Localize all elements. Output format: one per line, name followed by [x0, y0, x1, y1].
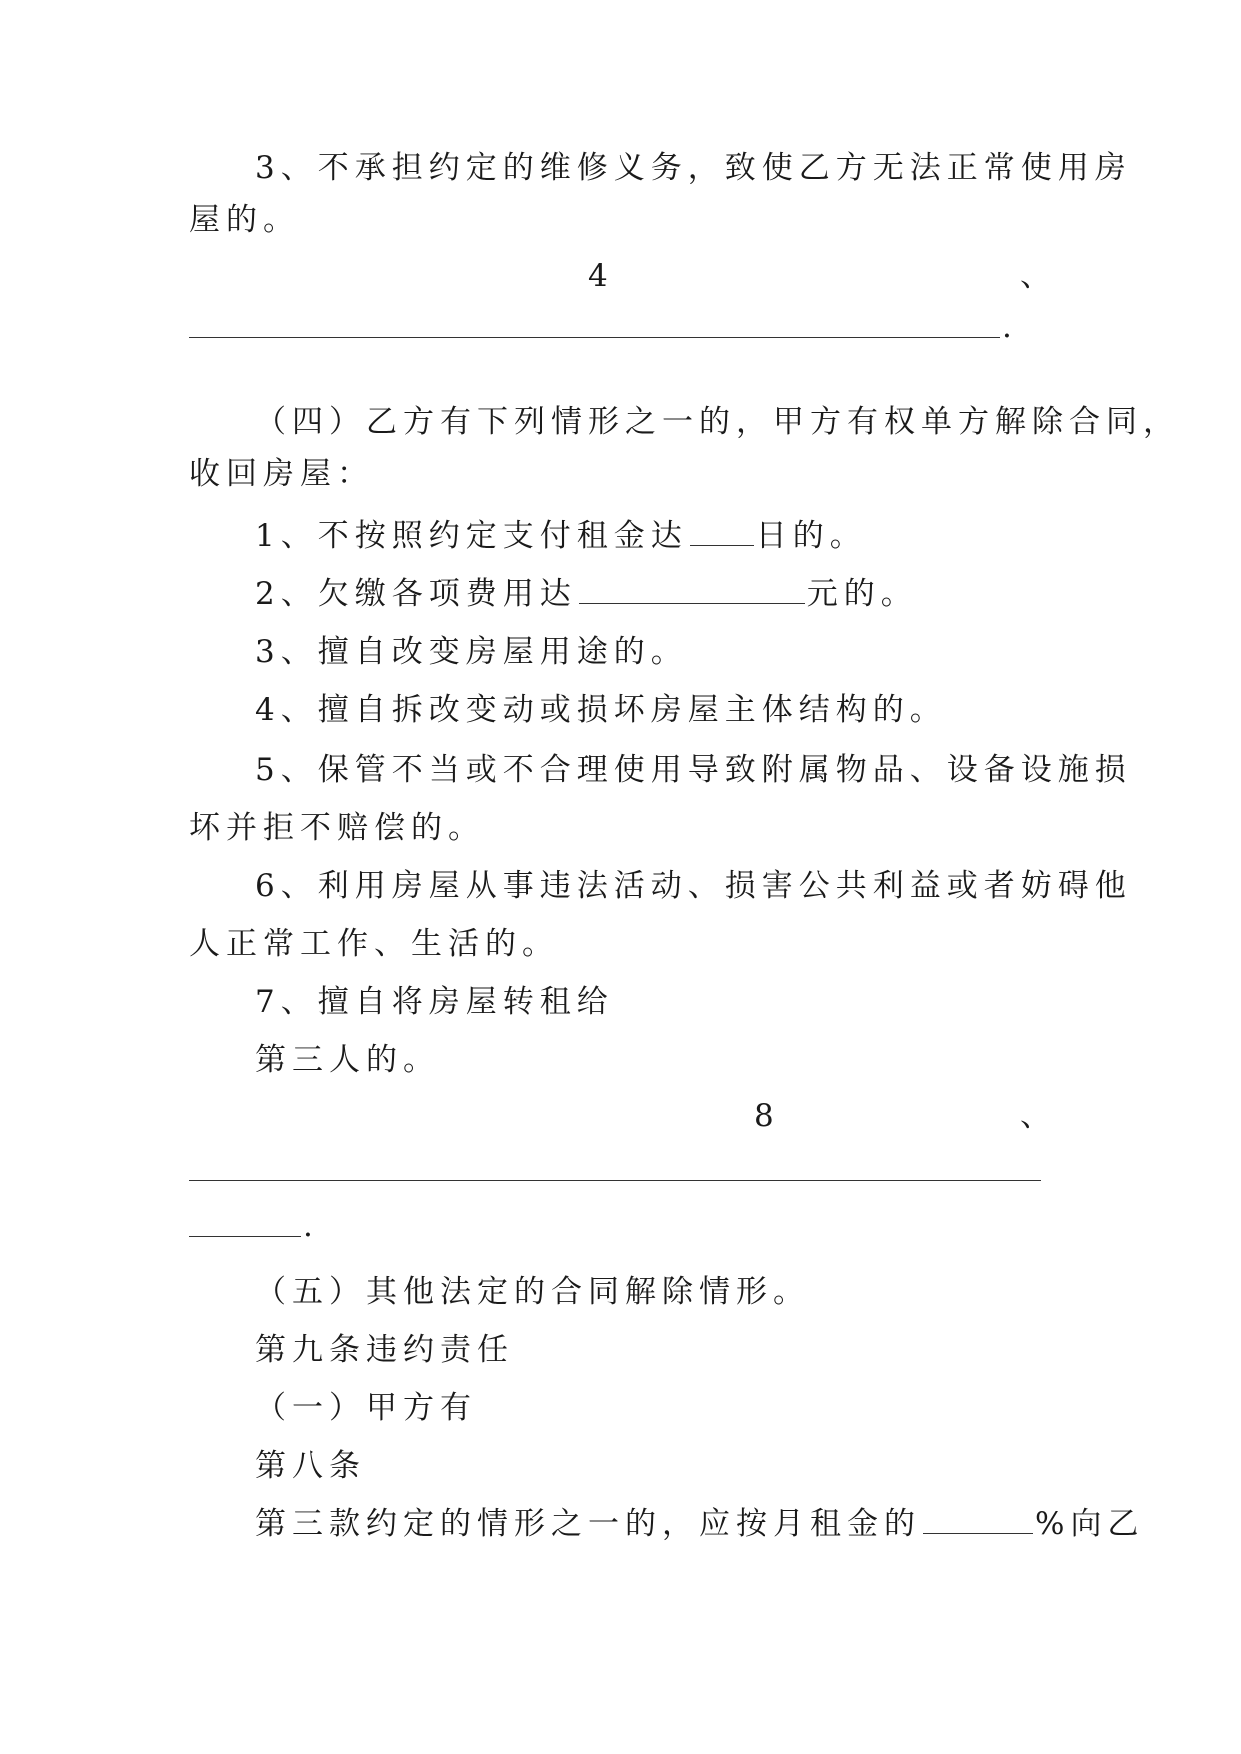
section-4-item-2-text-a: 2、欠缴各项费用达	[255, 576, 577, 612]
clause-8-fill-line-2	[189, 1236, 301, 1237]
section-4-item-1-text-a: 1、不按照约定支付租金达	[255, 518, 688, 554]
section-5: （五）其他法定的合同解除情形。	[255, 1274, 810, 1310]
section-4-item-2	[255, 574, 918, 614]
clause-4-fill-line	[189, 337, 1000, 338]
section-4-item-6-line-1: 6、利用房屋从事违法活动、损害公共利益或者妨碍他	[255, 868, 1132, 904]
section-4-line-2: 收回房屋：	[189, 456, 374, 492]
clause-8-end-dot: .	[303, 1208, 313, 1244]
clause-8-fill-line-1	[189, 1180, 1041, 1181]
section-4-item-3: 3、擅自改变房屋用途的。	[255, 634, 688, 670]
section-4-item-6-line-2: 人正常工作、生活的。	[189, 926, 559, 962]
clause-3-line-2: 屋的。	[189, 202, 300, 238]
article-9-penalty-text-b: %向乙	[1035, 1506, 1145, 1542]
clause-8-mark: 、	[1020, 1098, 1051, 1134]
fee-amount-blank	[579, 575, 805, 604]
article-9-penalty-line	[255, 1504, 1144, 1544]
section-4-item-4: 4、擅自拆改变动或损坏房屋主体结构的。	[255, 692, 947, 728]
section-4-item-2-text-b: 元的。	[806, 576, 918, 612]
clause-4-mark: 、	[1020, 258, 1051, 294]
rent-days-blank	[690, 517, 754, 546]
section-4-item-5-line-2: 坏并拒不赔偿的。	[189, 810, 485, 846]
article-9-penalty-text-a: 第三款约定的情形之一的，应按月租金的	[255, 1506, 921, 1542]
clause-3-line-1: 3、不承担约定的维修义务，致使乙方无法正常使用房	[255, 150, 1132, 186]
section-4-item-7-line-1: 7、擅自将房屋转租给	[255, 984, 614, 1020]
article-8-reference: 第八条	[255, 1448, 366, 1484]
section-4-line-1: （四）乙方有下列情形之一的，甲方有权单方解除合同，	[255, 404, 1180, 440]
section-4-item-5-line-1: 5、保管不当或不合理使用导致附属物品、设备设施损	[255, 752, 1132, 788]
section-4-item-7-line-2: 第三人的。	[255, 1042, 440, 1078]
clause-8-number: 8	[754, 1098, 774, 1134]
section-4-item-1-text-b: 日的。	[755, 518, 867, 554]
penalty-percent-blank	[923, 1505, 1033, 1534]
clause-4-number: 4	[588, 258, 608, 294]
article-9-item-1: （一）甲方有	[255, 1390, 477, 1426]
clause-4-end-dot: .	[1002, 309, 1012, 345]
section-4-item-1	[255, 516, 867, 556]
article-9-title: 第九条违约责任	[255, 1332, 514, 1368]
